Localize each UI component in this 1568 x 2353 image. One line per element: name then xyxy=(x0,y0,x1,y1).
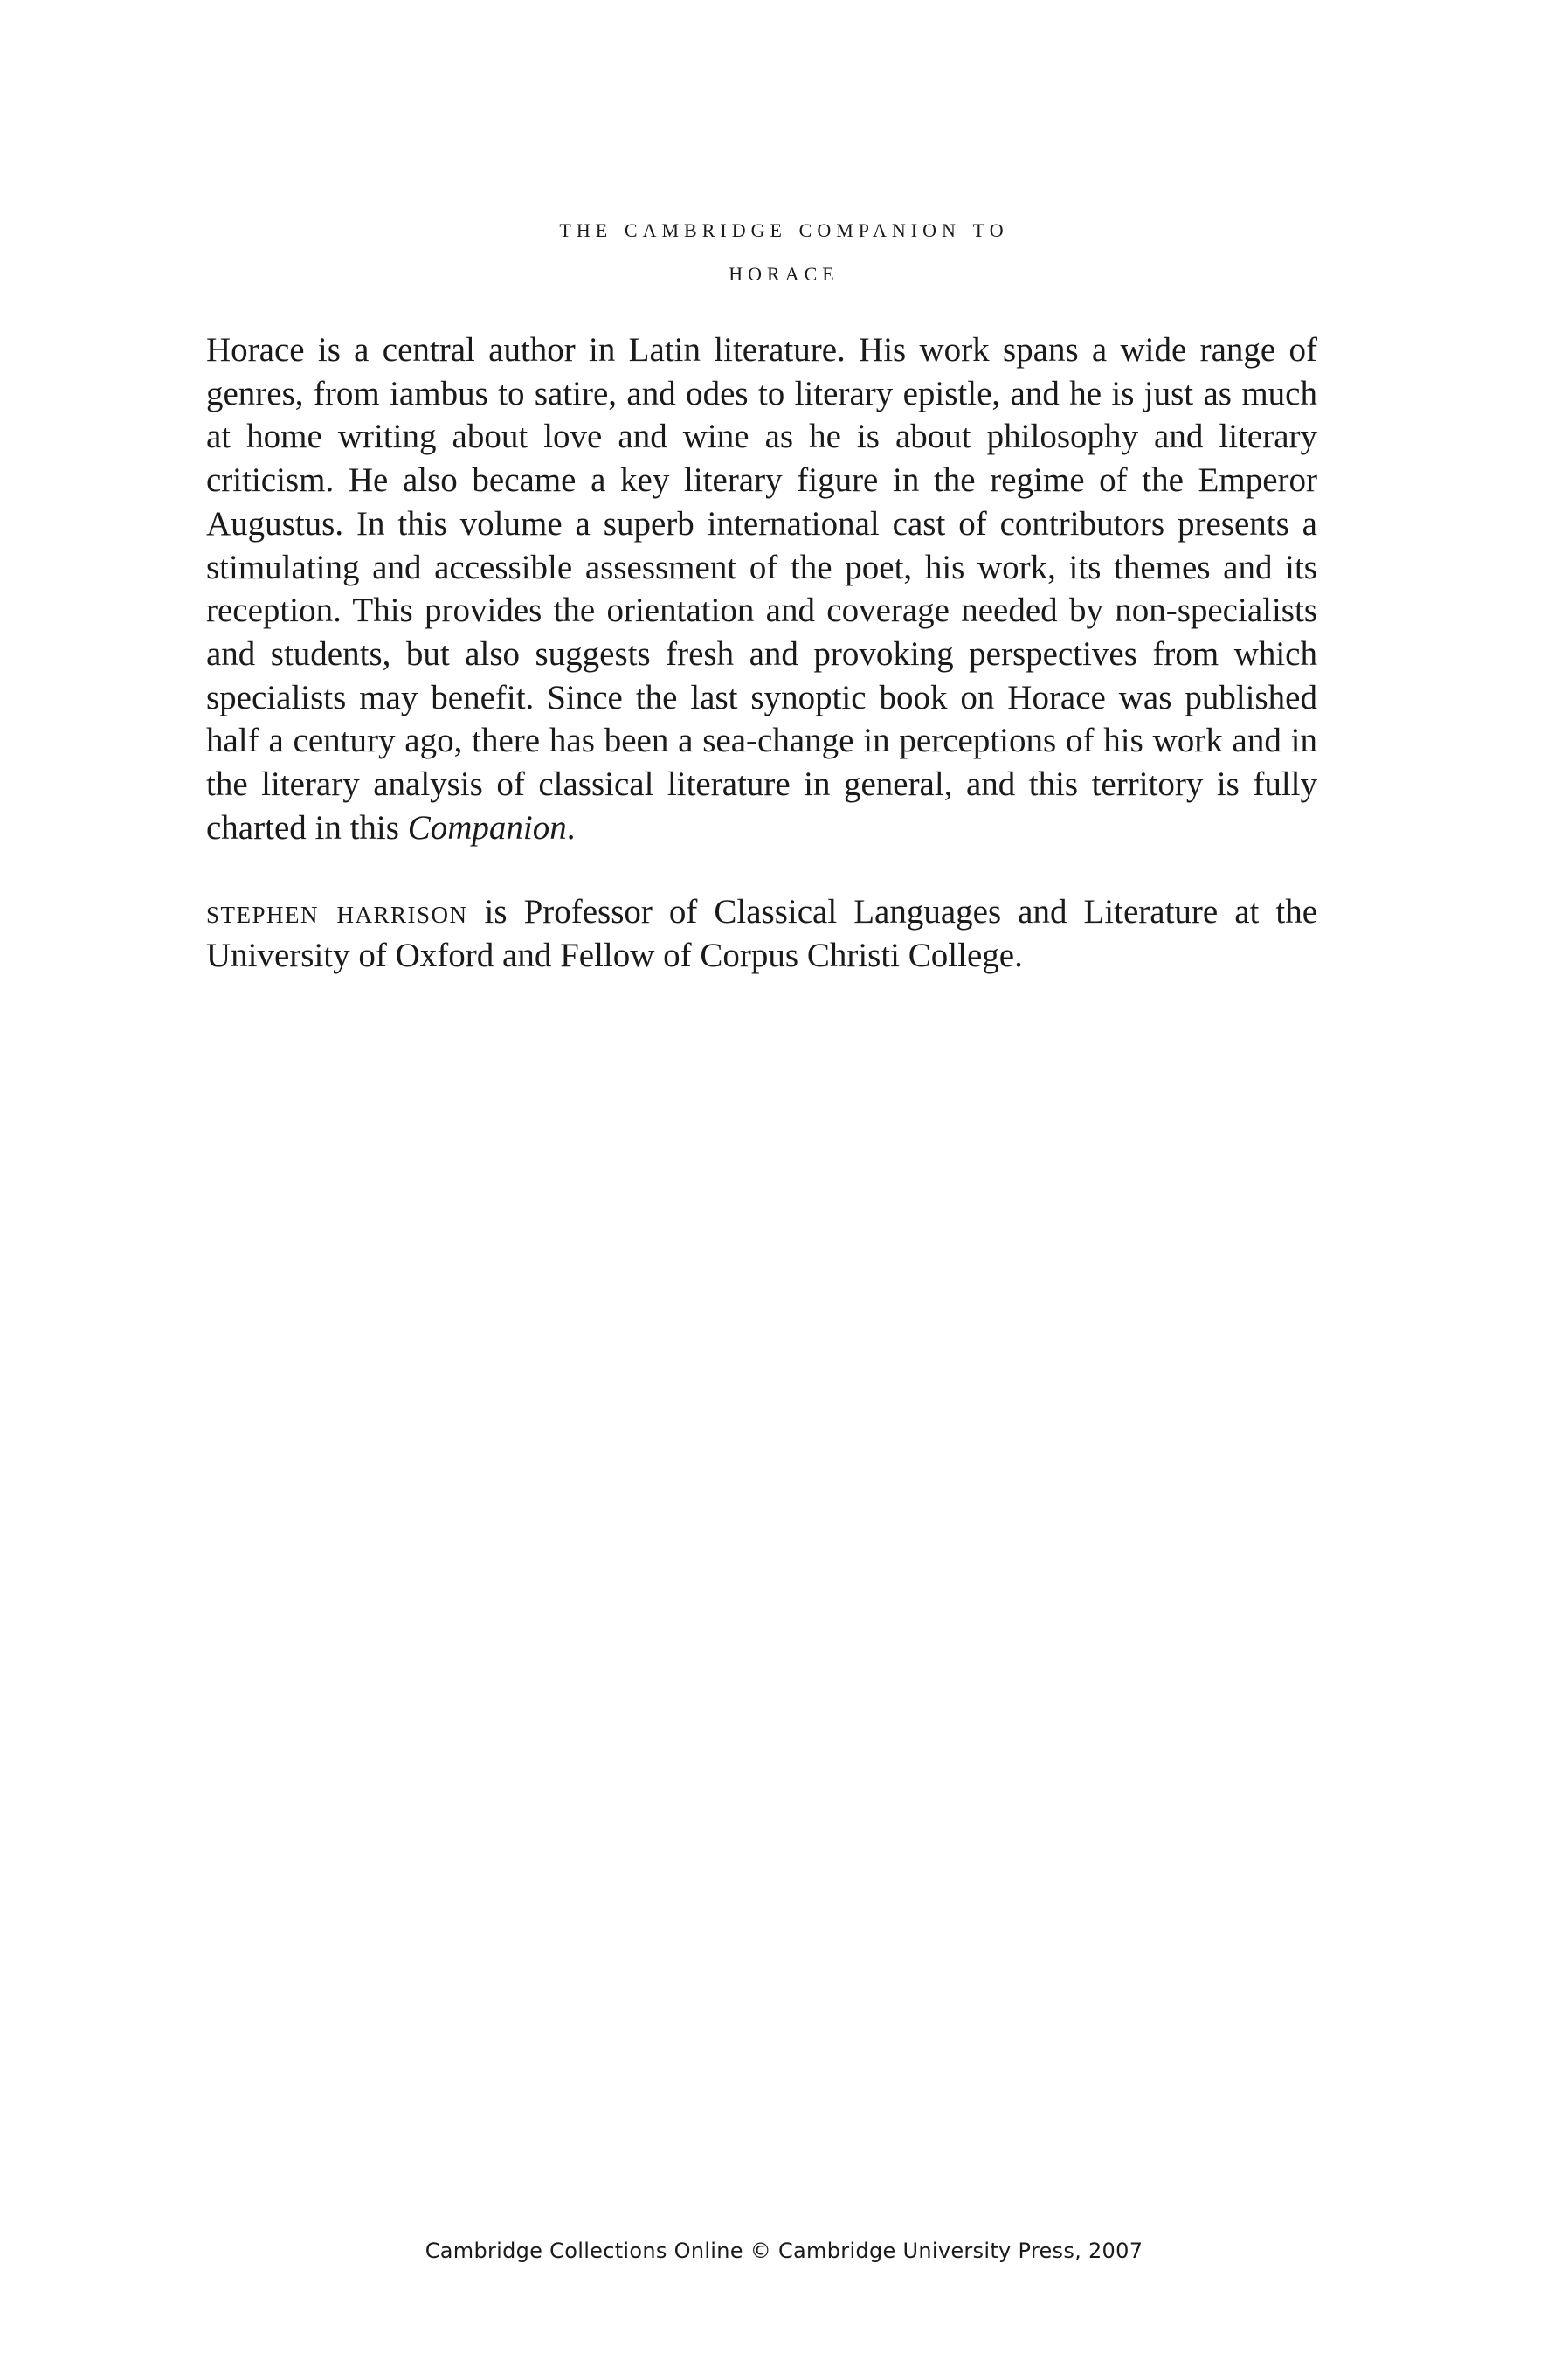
author-bio-text: is Professor of Classical Languages and Literature at the University of Oxford and Fellow of Corpus Christi College. xyxy=(206,893,1318,974)
author-bio xyxy=(206,890,1317,977)
companion-italic-title: Companion xyxy=(407,808,567,847)
book-title xyxy=(0,206,1568,294)
book-description-end: . xyxy=(566,808,576,847)
book-title-line-2: horace xyxy=(729,256,839,287)
copyright-footer: Cambridge Collections Online © Cambridge University Press, 2007 xyxy=(425,2239,1143,2263)
author-name: stephen harrison xyxy=(206,893,468,931)
book-title-line-1: the cambridge companion to xyxy=(559,212,1009,243)
book-description-text: Horace is a central author in Latin literature. His work spans a wide range of genres, from iambus to satire, and odes to literary epistle, and he is just as much at home writing about love and wine as he is about philosophy and literary criticism. He also became a key literary figure in the regime of the Emperor Augustus. In this volume a superb international cast of contributors presents a stimulating and accessible assessment of the poet, his work, its themes and its reception. This provides the orientation and coverage needed by non-specialists and students, but also suggests fresh and provoking perspectives from which specialists may benefit. Since the last synoptic book on Horace was published half a century ago, there has been a sea-change in perceptions of his work and in the literary analysis of classical literature in general, and this territory is fully charted in this xyxy=(206,331,1317,847)
book-description xyxy=(206,329,1317,849)
